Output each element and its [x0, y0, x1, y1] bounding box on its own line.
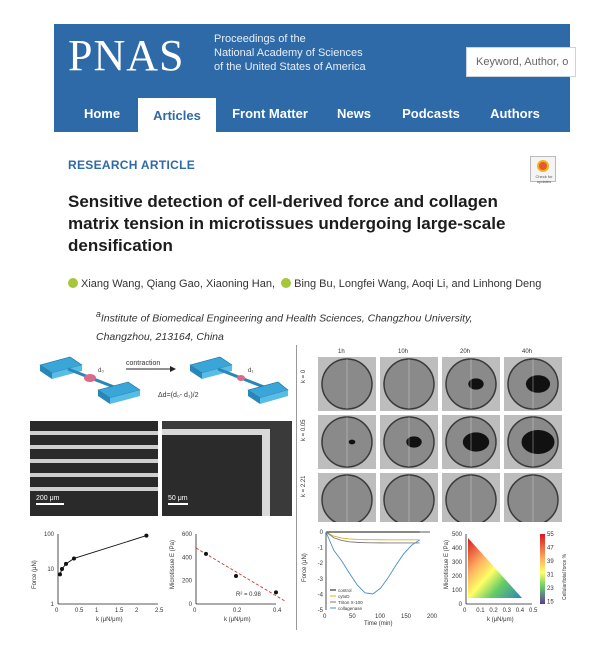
data-point	[58, 572, 62, 576]
y-tick-label: 200	[451, 574, 462, 580]
x-tick-label: 150	[401, 614, 412, 620]
affiliation	[96, 305, 516, 346]
x-tick-label: 0	[193, 608, 197, 614]
microtissue-core	[522, 430, 555, 454]
stiffness-vs-k-plot	[168, 522, 292, 622]
colorbar-tick: 15	[547, 599, 554, 606]
y-tick-label: 200	[181, 578, 192, 585]
main-nav	[54, 94, 570, 132]
y-tick-label: 10	[47, 567, 54, 573]
y-axis-label: Microtissue E (Pa)	[170, 539, 176, 589]
d0-label: d₀	[98, 368, 104, 374]
cytod-series	[326, 532, 420, 540]
d1-label: d₁	[248, 368, 254, 374]
x-tick-label: 2.5	[155, 608, 164, 614]
nav-front-matter[interactable]: Front Matter	[232, 106, 308, 121]
y-axis-label: Microtissue E (Pa)	[444, 539, 450, 589]
x-axis-label: k (μN/μm)	[487, 617, 514, 623]
tagline-line: Proceedings of the	[214, 33, 306, 45]
x-tick-label: 0.3	[502, 608, 511, 614]
row-label: k = 2.21	[301, 475, 307, 497]
time-label: 10h	[398, 349, 409, 355]
data-point	[64, 562, 68, 566]
y-tick-label: -2	[317, 561, 323, 568]
y-tick-label: 600	[181, 532, 192, 538]
legend-entry: Triton X-100	[338, 600, 363, 605]
x-tick-label: 1	[95, 608, 99, 614]
x-tick-label: 50	[349, 614, 356, 620]
scale-bar-label: 50 μm	[168, 495, 188, 502]
x-tick-label: 1.5	[115, 608, 124, 614]
journal-tagline	[214, 32, 366, 74]
y-tick-label: -1	[317, 545, 323, 552]
author-list	[68, 278, 541, 290]
figure-divider	[296, 345, 297, 630]
x-tick-label: 0.2	[489, 608, 498, 614]
time-label: 20h	[460, 349, 471, 355]
x-tick-label: 0.5	[529, 608, 538, 614]
check-for-updates-button[interactable]	[530, 156, 556, 182]
nav-authors[interactable]: Authors	[490, 106, 540, 121]
x-tick-label: 0	[323, 614, 327, 620]
colorbar-tick: 39	[547, 559, 554, 565]
nav-podcasts[interactable]: Podcasts	[402, 106, 460, 121]
tagline-line: National Academy of Sciences	[214, 47, 363, 59]
y-tick-label: -4	[317, 592, 323, 599]
affiliation-text: Institute of Biomedical Engineering and Health Sciences, Changzhou University, Changzhou, 213164, China	[96, 312, 473, 343]
r-squared-label: R² = 0.98	[236, 592, 261, 598]
microtissue-core	[468, 378, 483, 389]
y-tick-label: 0	[458, 602, 462, 608]
x-tick-label: 0.2	[233, 608, 242, 614]
check-for-updates-label: Check for updates	[535, 174, 553, 184]
legend-entry: collagenase	[338, 606, 363, 611]
microtissue-core	[526, 375, 550, 393]
x-tick-label: 0	[55, 608, 59, 614]
data-point	[234, 574, 238, 578]
y-tick-label: 100	[43, 532, 54, 538]
x-axis-label: k (μN/μm)	[96, 617, 123, 623]
y-tick-label: -3	[317, 576, 323, 583]
orcid-icon[interactable]	[281, 278, 291, 288]
data-point	[60, 567, 64, 571]
colorbar-tick: 55	[547, 532, 554, 538]
contraction-label: contraction	[126, 360, 161, 367]
authors-part[interactable]: Xiang Wang, Qiang Gao, Xiaoning Han,	[81, 278, 276, 290]
time-label: 1h	[338, 349, 345, 355]
article-title: Sensitive detection of cell-derived force and collagen matrix tension in microtissues undergoing large-scale densification	[68, 192, 506, 255]
force-vs-k-plot	[30, 522, 170, 622]
authors-part[interactable]: Bing Bu, Longfei Wang, Aoqi Li, and Linhong Deng	[294, 278, 542, 290]
y-tick-label: 400	[451, 546, 462, 552]
y-tick-label: 0	[188, 602, 192, 608]
colorbar	[540, 534, 545, 604]
scale-bar-label: 200 μm	[36, 495, 60, 502]
y-tick-label: -5	[317, 608, 323, 614]
data-line	[60, 536, 146, 575]
colorbar-tick: 31	[547, 572, 554, 579]
x-tick-label: 0.5	[75, 608, 84, 614]
device-schematic	[30, 345, 292, 420]
x-tick-label: 100	[375, 614, 386, 620]
colorbar-tick: 47	[547, 545, 554, 552]
pnas-logo[interactable]: PNAS	[68, 31, 185, 80]
x-tick-label: 0.4	[273, 608, 282, 614]
y-tick-label: 0	[319, 530, 323, 536]
nav-articles[interactable]: Articles	[138, 98, 216, 132]
x-tick-label: 200	[427, 614, 438, 620]
x-tick-label: 0	[463, 608, 467, 614]
data-point	[72, 556, 76, 560]
tagline-line: of the United States of America	[214, 61, 366, 73]
nav-home[interactable]: Home	[83, 106, 121, 121]
microtissue-core	[463, 432, 489, 451]
affiliation-sup: a	[96, 309, 101, 319]
y-tick-label: 300	[451, 560, 462, 566]
colorbar-label: Cellular/total force %	[562, 553, 568, 600]
sem-image-right	[162, 421, 292, 516]
colorbar-tick: 23	[547, 586, 554, 592]
formula-label: Δd=(d₀- d₁)/2	[158, 392, 199, 399]
legend-entry: cytoD	[338, 594, 350, 599]
row-label: k = 0	[301, 369, 307, 383]
x-tick-label: 0.4	[515, 608, 525, 614]
y-axis-label: Force (μN)	[32, 560, 38, 589]
y-tick-label: 400	[181, 555, 192, 562]
heatmap-region	[468, 538, 522, 598]
x-tick-label: 0.1	[476, 608, 485, 614]
orcid-icon[interactable]	[68, 278, 78, 288]
sem-image-left	[30, 421, 158, 516]
x-axis-label: Time (min)	[364, 621, 393, 627]
search-input[interactable]: Keyword, Author, o	[466, 47, 576, 77]
legend-entry: control	[338, 588, 352, 593]
time-label: 40h	[522, 349, 533, 355]
data-point	[274, 590, 278, 594]
microtissue-core	[406, 436, 421, 447]
data-point	[144, 534, 148, 538]
article-type: RESEARCH ARTICLE	[68, 158, 196, 172]
y-tick-label: 100	[451, 588, 462, 594]
y-tick-label: 1	[50, 602, 54, 608]
y-axis-label: Force (μN)	[302, 553, 308, 582]
y-tick-label: 500	[451, 532, 462, 538]
stiffness-heatmap-plot	[442, 522, 572, 622]
collagenase-series	[326, 532, 420, 594]
data-point	[204, 552, 208, 556]
row-label: k = 0.05	[301, 419, 307, 441]
microscopy-grid	[300, 345, 572, 517]
microtissue-core	[349, 440, 356, 445]
x-axis-label: k (μN/μm)	[224, 617, 251, 623]
site-header	[54, 24, 570, 94]
x-tick-label: 2	[135, 608, 139, 614]
crossmark-icon	[537, 160, 549, 172]
force-vs-time-plot	[300, 522, 440, 627]
nav-news[interactable]: News	[337, 106, 371, 121]
